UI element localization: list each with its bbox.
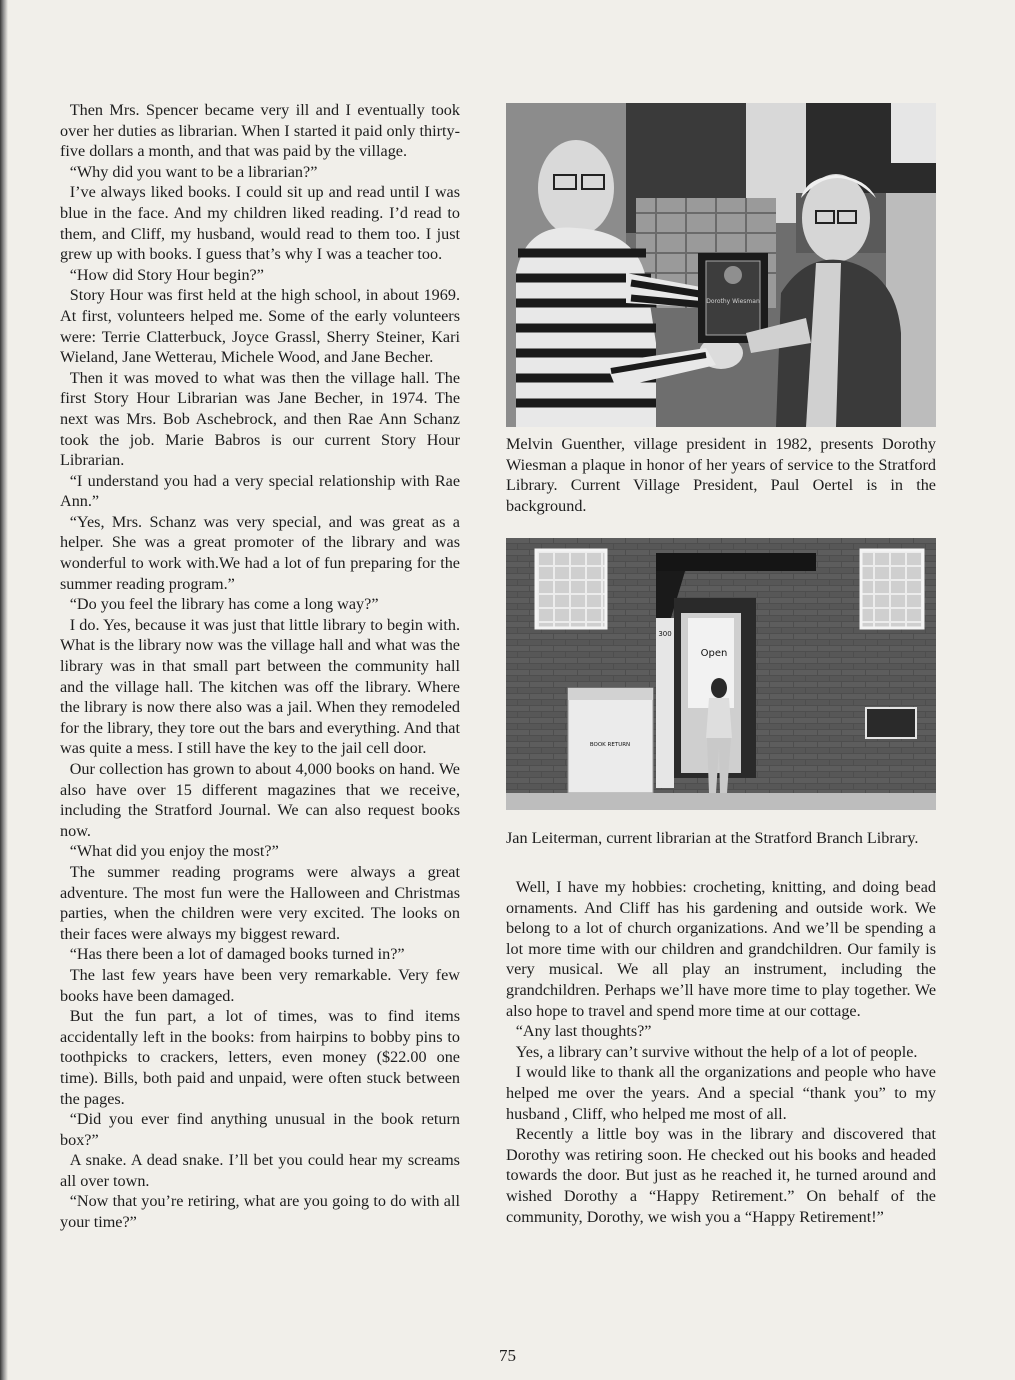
paragraph: Story Hour was first held at the high school, in about 1969. At first, volunteers helped me. Some of the early volunteers were: Terrie Clatterbuck, Joyce Grassl, Sherry Steiner, Kari Wieland, Jane Wetterau, Michele Wood, and Jane Becher. xyxy=(60,286,460,367)
book-return-label: BOOK RETURN xyxy=(589,742,631,748)
photo-caption: Melvin Guenther, village president in 1982, presents Dorothy Wiesman a plaque in honor of her years of service to the Stratford Library. Current Village President, Paul Oertel is in the background. xyxy=(506,435,936,515)
library-entrance-photo xyxy=(506,538,936,810)
paragraph: I’ve always liked books. I could sit up and read until I was blue in the face. And my children liked reading. I’d read to them, and Cliff, my husband, would read to them too. I just grew up with books. I guess that’s why I was a teacher too. xyxy=(60,183,460,264)
paragraph: Recently a little boy was in the library and discovered that Dorothy was retiring soon. He checked out his books and headed towards the door. But just as he reached it, he turned around and wished Dorothy a “Happy Retirement.” On behalf of the community, Dorothy, we wish you a “Happy Retirement!” xyxy=(506,1125,936,1226)
paragraph: “Has there been a lot of damaged books turned in?” xyxy=(69,945,405,964)
paragraph: But the fun part, a lot of times, was to find items accidentally left in the books: from hairpins to bobby pins to toothpicks to crackers, letters, even money ($22.00 one time). Bills, both paid and unpaid, were often stuck between the pages. xyxy=(60,1007,460,1108)
paragraph: Then it was moved to what was then the village hall. The first Story Hour Librarian was Jane Becher, in 1974. The next was Mrs. Bob Aschebrock, and then Rae Ann Schanz took the job. Marie Babros is our current Story Hour Librarian. xyxy=(60,368,460,470)
paragraph: “Do you feel the library has come a long way?” xyxy=(69,595,379,614)
page-number: 75 xyxy=(499,1346,516,1365)
page-binding-edge xyxy=(0,0,8,1380)
paragraph: “How did Story Hour begin?” xyxy=(69,265,264,284)
paragraph: Well, I have my hobbies: crocheting, knitting, and doing bead ornaments. And Cliff has his gardening and outside work. We belong to a lot of church organizations. And we’ll be spending a lot more time with our children and grandchildren. Our family is very musical. We all play an instrument, including the grandchildren. Perhaps we’ll have more time to play together. We also hope to travel and spend more time at our cottage. xyxy=(506,878,936,1020)
paragraph: Then Mrs. Spencer became very ill and I eventually took over her duties as librarian. When I started it paid only thirty-five dollars a month, and that was paid by the village. xyxy=(60,101,460,161)
paragraph: “Now that you’re retiring, what are you going to do with all your time?” xyxy=(60,1192,460,1232)
paragraph: I would like to thank all the organizations and people who have helped me over the years. And a special “thank you” to my husband , Cliff, who helped me most of all. xyxy=(506,1063,936,1123)
paragraph: The summer reading programs were always a great adventure. The most fun were the Halloween and Christmas parties, when the children were very excited. The looks on their faces were always my biggest reward. xyxy=(60,862,460,943)
paragraph: A snake. A dead snake. I’ll bet you could hear my screams all over town. xyxy=(60,1151,460,1190)
paragraph: “What did you enjoy the most?” xyxy=(69,842,279,861)
paragraph: “Yes, Mrs. Schanz was very special, and was great as a helper. She was a great promoter of the library and was wonderful to work with.We had a lot of fun preparing for the summer reading program.” xyxy=(60,512,460,593)
photo-caption: Jan Leiterman, current librarian at the Stratford Branch Library. xyxy=(506,829,919,847)
paragraph: I do. Yes, because it was just that little library to begin with. What is the library now was the village hall and what was the library was in that small part between the community hall and the village hall. The kitchen was off the library. Where the library is now there also was a jail. When they remodeled for the library, they tore out the bars and everything. And that was quite a mess. I still have the key to the jail cell door. xyxy=(60,615,460,758)
left-text-column xyxy=(60,100,460,1233)
open-sign: Open xyxy=(700,648,728,659)
plaque-presentation-photo xyxy=(506,103,936,427)
address-number: 300 xyxy=(658,630,672,638)
paragraph: “I understand you had a very special relationship with Rae Ann.” xyxy=(60,471,460,511)
paragraph: “Any last thoughts?” xyxy=(515,1022,652,1041)
paragraph: “Why did you want to be a librarian?” xyxy=(69,162,318,181)
paragraph: Yes, a library can’t survive without the help of a lot of people. xyxy=(515,1042,918,1061)
paragraph: The last few years have been very remarkable. Very few books have been damaged. xyxy=(60,965,460,1005)
right-text-column xyxy=(506,877,936,1227)
paragraph: “Did you ever find anything unusual in the book return box?” xyxy=(60,1110,460,1149)
plaque-engraving: Dorothy Wiesman xyxy=(706,298,760,305)
paragraph: Our collection has grown to about 4,000 books on hand. We also have over 15 different magazines that we receive, including the Stratford Journal. We can also request books now. xyxy=(60,760,460,840)
